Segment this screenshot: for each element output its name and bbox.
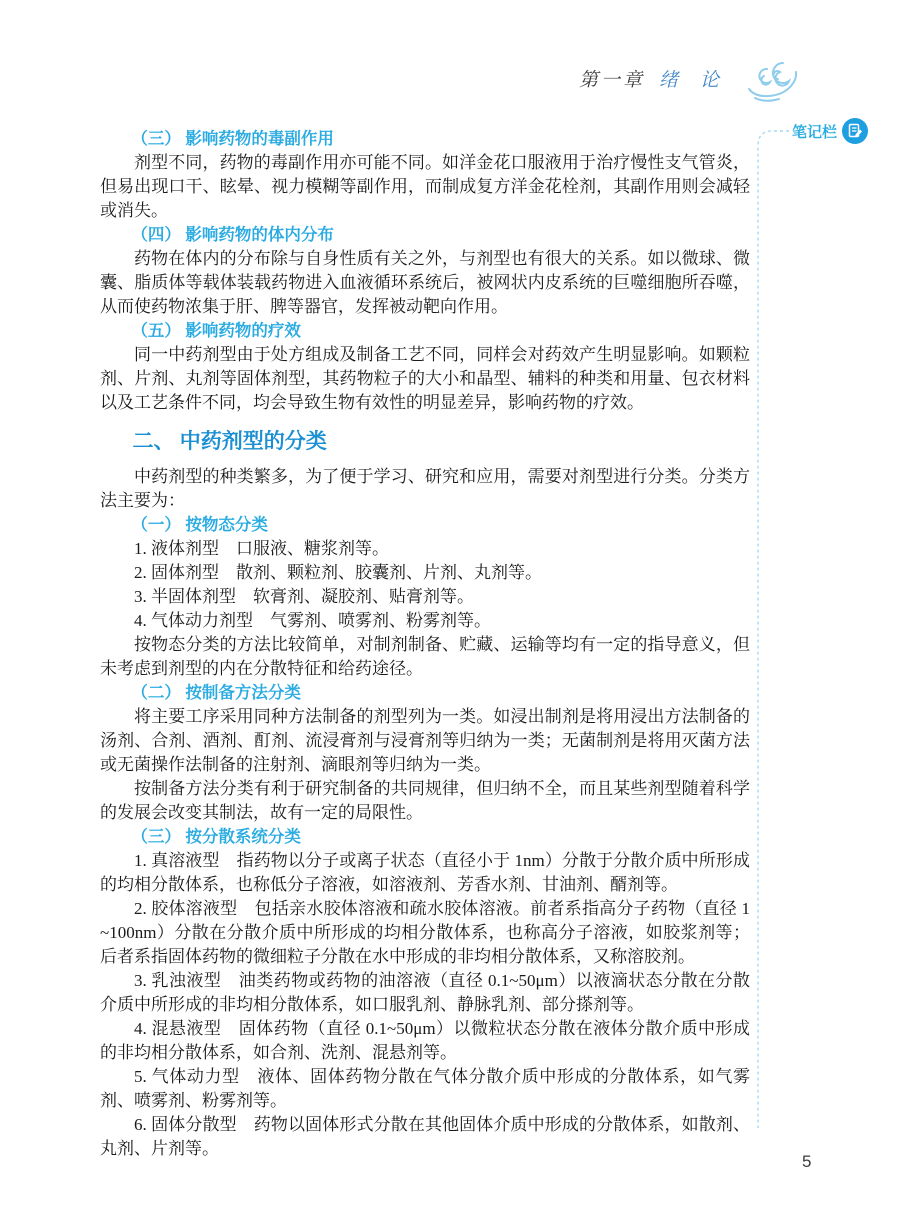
paragraph: 同一中药剂型由于处方组成及制备工艺不同，同样会对药效产生明显影响。如颗粒剂、片剂、丸剂等固体剂型，其药物粒子的大小和晶型、辅料的种类和用量、包衣材料以及工艺条件不同，均会导致生物有效性的明显差异，影响药物的疗效。	[100, 345, 750, 412]
subsection-heading: （三） 影响药物的毒副作用	[131, 130, 334, 148]
section-heading: 二、 中药剂型的分类	[132, 429, 327, 453]
subsection-heading: （五） 影响药物的疗效	[131, 322, 301, 340]
list-item: 2. 固体剂型 散剂、颗粒剂、胶囊剂、片剂、丸剂等。	[134, 563, 542, 582]
page-content	[100, 127, 750, 1161]
notes-label-text: 笔记栏	[792, 123, 838, 141]
paragraph: 将主要工序采用同种方法制备的剂型列为一类。如浸出制剂是将用浸出方法制备的汤剂、合剂、酒剂、酊剂、流浸膏剂与浸膏剂等归纳为一类；无菌制剂是将用灭菌方法或无菌操作法制备的注射剂、滴眼剂等归纳为一类。	[100, 707, 750, 774]
paragraph: 药物在体内的分布除与自身性质有关之外，与剂型也有很大的关系。如以微球、微囊、脂质体等载体装载药物进入血液循环系统后，被网状内皮系统的巨噬细胞所吞噬，从而使药物浓集于肝、脾等器官，发挥被动靶向作用。	[100, 249, 750, 316]
list-item: 2. 胶体溶液型 包括亲水胶体溶液和疏水胶体溶液。前者系指高分子药物（直径 1~100nm）分散在分散介质中所形成的均相分散体系，也称高分子溶液，如胶浆剂等；后者系指固体药物的微细粒子分散在水中形成的非均相分散体系，又称溶胶剂。	[100, 899, 750, 966]
list-item: 6. 固体分散型 药物以固体形式分散在其他固体介质中形成的分散体系，如散剂、丸剂、片剂等。	[100, 1115, 750, 1158]
list-item: 4. 混悬液型 固体药物（直径 0.1~50μm）以微粒状态分散在液体分散介质中形成的非均相分散体系，如合剂、洗剂、混悬剂等。	[100, 1019, 750, 1062]
subsection-heading: （一） 按物态分类	[131, 516, 268, 534]
paragraph: 按物态分类的方法比较简单，对制剂制备、贮藏、运输等均有一定的指导意义，但未考虑到剂型的内在分散特征和给药途径。	[100, 635, 750, 678]
list-item: 4. 气体动力剂型 气雾剂、喷雾剂、粉雾剂等。	[134, 611, 491, 630]
subsection-heading: （二） 按制备方法分类	[131, 684, 301, 702]
chapter-number: 第一章	[578, 69, 645, 91]
paragraph: 中药剂型的种类繁多，为了便于学习、研究和应用，需要对剂型进行分类。分类方法主要为：	[100, 467, 750, 510]
subsection-heading: （四） 影响药物的体内分布	[131, 226, 334, 244]
cloud-ornament-icon	[743, 49, 805, 107]
list-item: 1. 真溶液型 指药物以分子或离子状态（直径小于 1nm）分散于分散介质中所形成的均相分散体系，也称低分子溶液，如溶液剂、芳香水剂、甘油剂、醑剂等。	[100, 851, 750, 894]
list-item: 5. 气体动力型 液体、固体药物分散在气体分散介质中形成的分散体系，如气雾剂、喷雾剂、粉雾剂等。	[100, 1067, 750, 1110]
subsection-heading: （三） 按分散系统分类	[131, 828, 301, 846]
list-item: 3. 半固体剂型 软膏剂、凝胶剂、贴膏剂等。	[134, 587, 474, 606]
list-item: 3. 乳浊液型 油类药物或药物的油溶液（直径 0.1~50μm）以液滴状态分散在分散介质中所形成的非均相分散体系，如口服乳剂、静脉乳剂、部分搽剂等。	[100, 971, 750, 1014]
paragraph: 按制备方法分类有利于研究制备的共同规律，但归纳不全，而且某些剂型随着科学的发展会改变其制法，故有一定的局限性。	[100, 779, 750, 822]
list-item: 1. 液体剂型 口服液、糖浆剂等。	[134, 539, 389, 558]
paragraph: 剂型不同，药物的毒副作用亦可能不同。如洋金花口服液用于治疗慢性支气管炎，但易出现口干、眩晕、视力模糊等副作用，而制成复方洋金花栓剂，其副作用则会减轻或消失。	[100, 153, 750, 220]
chapter-title: 绪论	[658, 69, 741, 91]
page-number: 5	[802, 1152, 812, 1171]
page-header	[579, 50, 805, 106]
notes-column-label	[792, 118, 868, 144]
notebook-pen-icon	[842, 118, 868, 144]
